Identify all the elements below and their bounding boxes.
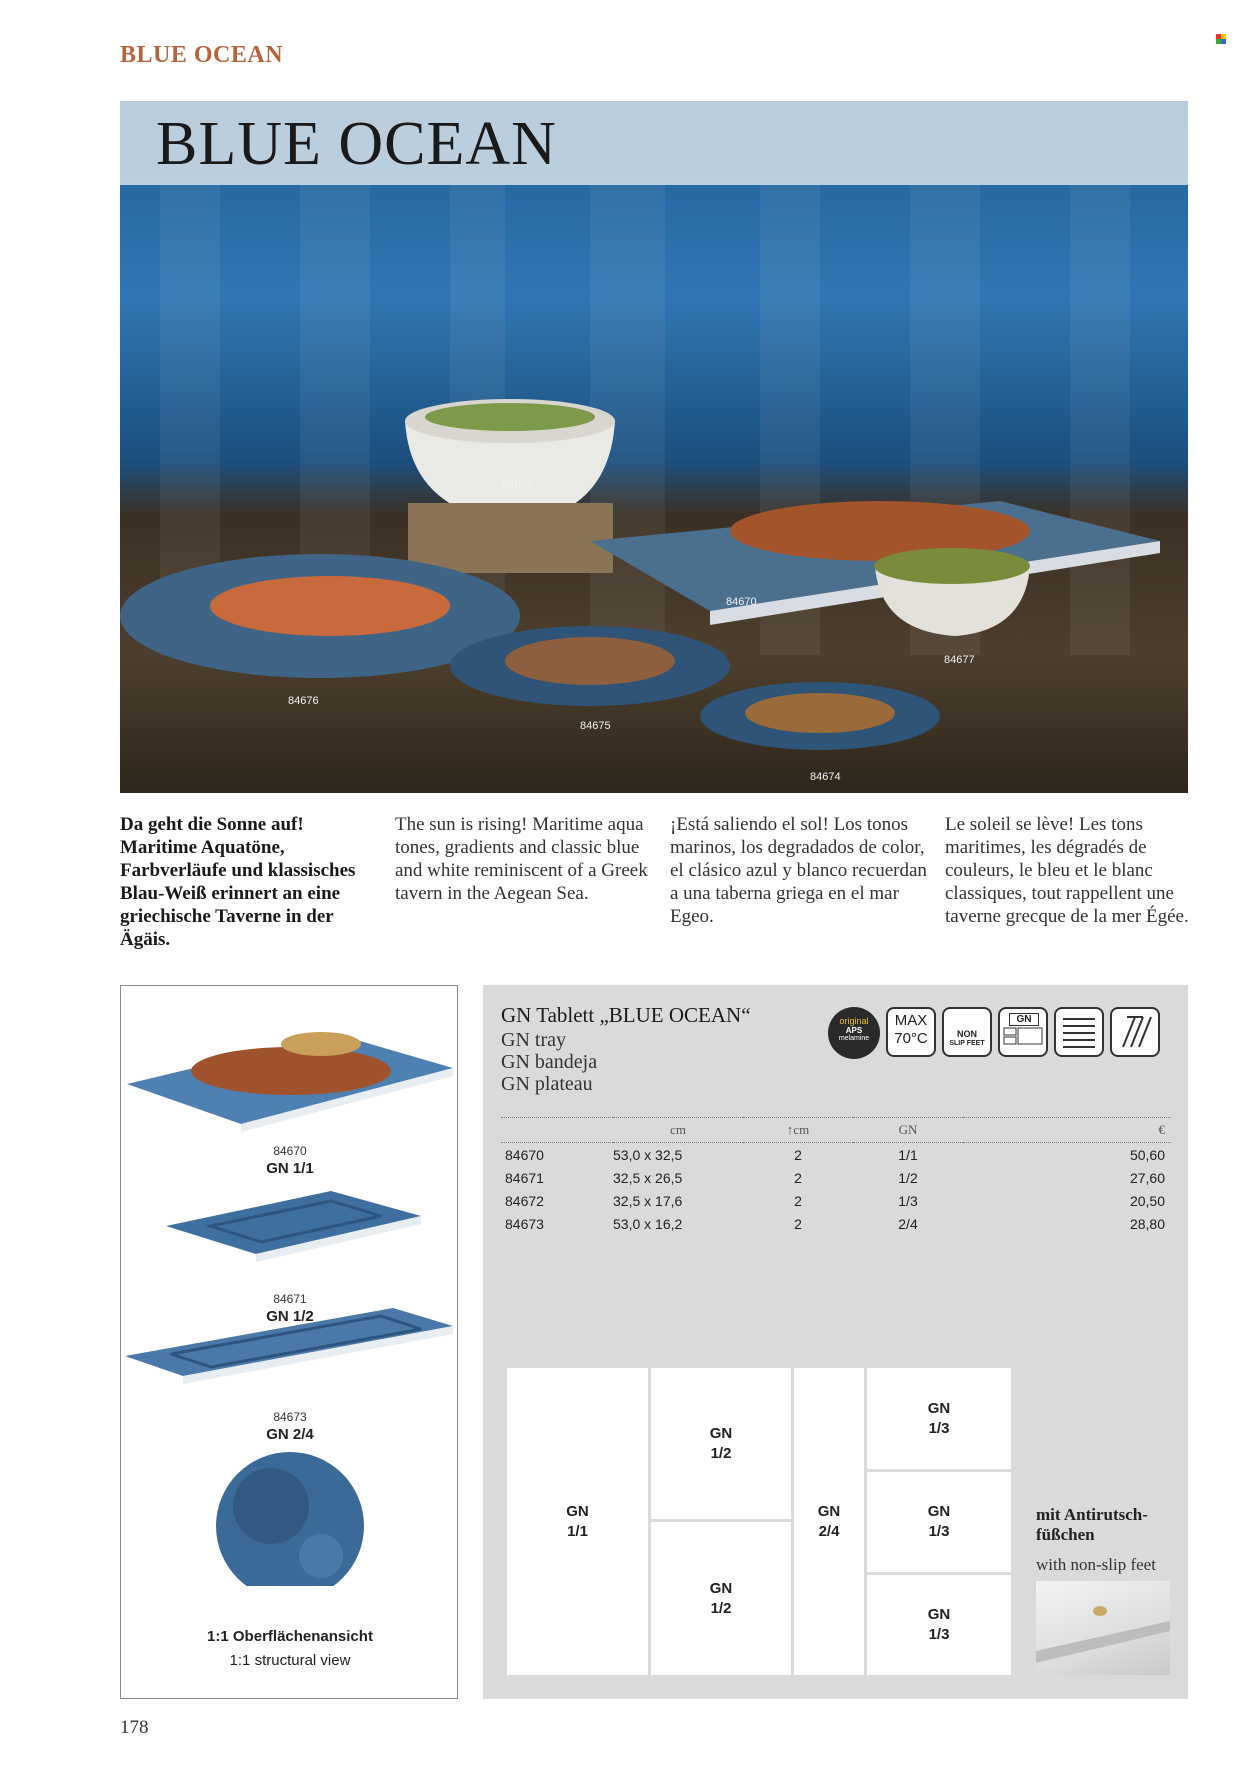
intro-text-en: The sun is rising! Maritime aqua tones, gradients and classic blue and white reminiscent of a Greek tavern in the Aegean Sea. xyxy=(395,814,648,904)
table-cell: 53,0 x 16,2 xyxy=(613,1215,683,1232)
product-info-panel xyxy=(483,985,1188,1699)
product-code: 84670 xyxy=(273,1144,307,1158)
gn-cell-1-3: GN 1/3 xyxy=(867,1575,1011,1675)
badge-text: melamine xyxy=(838,1035,870,1042)
table-cell: 2/4 xyxy=(898,1215,918,1232)
table-cell: 2 xyxy=(794,1192,802,1209)
column-header-height-label: cm xyxy=(793,1122,810,1137)
dishwasher-icon xyxy=(1113,1009,1157,1053)
product-subname: GN bandeja xyxy=(501,1051,598,1073)
intro-text-de: Da geht die Sonne auf! Maritime Aquatöne, Farbverläufe und klassisches Blau-Weiß erinnert an eine griechische Taverne in der Ägäis. xyxy=(120,814,356,950)
table-header-row xyxy=(501,1118,1171,1143)
color-mark-icon xyxy=(1216,34,1226,44)
gn-grid-icon xyxy=(1003,1026,1043,1046)
table-row xyxy=(501,1212,1171,1235)
badge-text: MAX xyxy=(894,1012,928,1029)
column-header-price: € xyxy=(963,1118,1171,1143)
table-cell: 2 xyxy=(794,1146,802,1163)
column-header-code xyxy=(501,1118,613,1143)
nonslip-feet-photo xyxy=(1036,1581,1170,1675)
intro-text-es: ¡Está saliendo el sol! Los tonos marinos, los degradados de color, el clásico azul y blanco recuerdan a una taberna griega en el mar Egeo. xyxy=(670,814,927,927)
column-header-height xyxy=(743,1118,853,1143)
table-cell: 84672 xyxy=(505,1192,544,1209)
product-code: 84671 xyxy=(273,1292,307,1306)
product-label: 84670 xyxy=(726,596,757,608)
gn-cell-1-3: GN 1/3 xyxy=(867,1368,1011,1469)
nonslip-caption-de: mit Antirutsch-füßchen xyxy=(1036,1505,1148,1544)
hero-title: BLUE OCEAN xyxy=(156,110,557,178)
nonslip-foot-icon xyxy=(1036,1581,1170,1675)
product-name: GN 1/1 xyxy=(266,1160,314,1177)
gn-standard-icon xyxy=(998,1007,1048,1057)
table-cell: 32,5 x 17,6 xyxy=(613,1192,683,1209)
column-header-size: cm xyxy=(613,1118,743,1143)
table-row xyxy=(501,1189,1171,1212)
gn-cell-1-2: GN 1/2 xyxy=(651,1368,791,1519)
gn-cell-1-1: GN 1/1 xyxy=(507,1368,648,1675)
table-cell: 27,60 xyxy=(1129,1169,1165,1186)
page-number: 178 xyxy=(120,1717,149,1738)
table-cell: 32,5 x 26,5 xyxy=(613,1169,683,1186)
table-cell: 20,50 xyxy=(1129,1192,1165,1209)
dishwasher-safe-icon xyxy=(1110,1007,1160,1057)
product-column xyxy=(120,985,458,1699)
product-subname: GN tray xyxy=(501,1029,566,1051)
table-cell: 84673 xyxy=(505,1215,544,1232)
badge-text: NON xyxy=(957,1029,977,1039)
nonslip-caption-en: with non-slip feet xyxy=(1036,1555,1156,1574)
product-subname: GN plateau xyxy=(501,1073,593,1095)
structural-view-caption-de: 1:1 Oberflächenansicht xyxy=(207,1628,373,1645)
original-aps-melamine-icon xyxy=(828,1007,880,1059)
product-label: 84676 xyxy=(288,695,319,707)
table-cell: 50,60 xyxy=(1129,1146,1165,1163)
product-label: 84677 xyxy=(944,654,975,666)
hero-photo xyxy=(120,101,1188,793)
price-table xyxy=(501,1117,1171,1235)
table-row xyxy=(501,1166,1171,1189)
badge-text: original xyxy=(839,1016,869,1026)
badge-text: GN xyxy=(1009,1013,1039,1026)
table-cell: 84671 xyxy=(505,1169,544,1186)
product-name: GN 2/4 xyxy=(266,1426,314,1443)
badge-text: 70°C xyxy=(894,1030,928,1047)
height-arrow-icon: ↑ xyxy=(786,1122,794,1137)
table-cell: 1/2 xyxy=(898,1169,918,1186)
product-images xyxy=(121,986,459,1586)
product-label: 84678 xyxy=(502,478,533,490)
tableware-illustration xyxy=(120,101,1188,793)
table-cell: 2 xyxy=(794,1169,802,1186)
product-label: 84675 xyxy=(580,720,611,732)
gn-cell-1-3: GN 1/3 xyxy=(867,1472,1011,1572)
product-title: GN Tablett „BLUE OCEAN“ xyxy=(501,1003,751,1027)
column-header-gn: GN xyxy=(853,1118,963,1143)
table-cell: 1/3 xyxy=(898,1192,918,1209)
product-code: 84673 xyxy=(273,1410,307,1424)
product-name: GN 1/2 xyxy=(266,1308,314,1325)
table-cell: 2 xyxy=(794,1215,802,1232)
intro-text-fr: Le soleil se lève! Les tons maritimes, les dégradés de couleurs, le bleu et le blanc classiques, tout rappellent une taverne grecque de la mer Égée. xyxy=(945,814,1189,927)
max-temperature-icon xyxy=(886,1007,936,1057)
product-label: 84674 xyxy=(810,771,841,783)
stackable-icon xyxy=(1054,1007,1104,1057)
section-header: BLUE OCEAN xyxy=(120,42,284,68)
badge-text: APS xyxy=(845,1026,863,1035)
table-cell: 53,0 x 32,5 xyxy=(613,1146,683,1163)
stack-lines-icon xyxy=(1057,1009,1101,1053)
table-row xyxy=(501,1143,1171,1167)
table-cell: 28,80 xyxy=(1129,1215,1165,1232)
gn-cell-2-4: GN 2/4 xyxy=(794,1368,864,1675)
non-slip-feet-icon xyxy=(942,1007,992,1057)
structural-view-caption-en: 1:1 structural view xyxy=(229,1652,351,1669)
badge-text: SLIP FEET xyxy=(949,1040,985,1047)
table-cell: 1/1 xyxy=(898,1146,918,1163)
gn-cell-1-2: GN 1/2 xyxy=(651,1522,791,1675)
table-cell: 84670 xyxy=(505,1146,544,1163)
